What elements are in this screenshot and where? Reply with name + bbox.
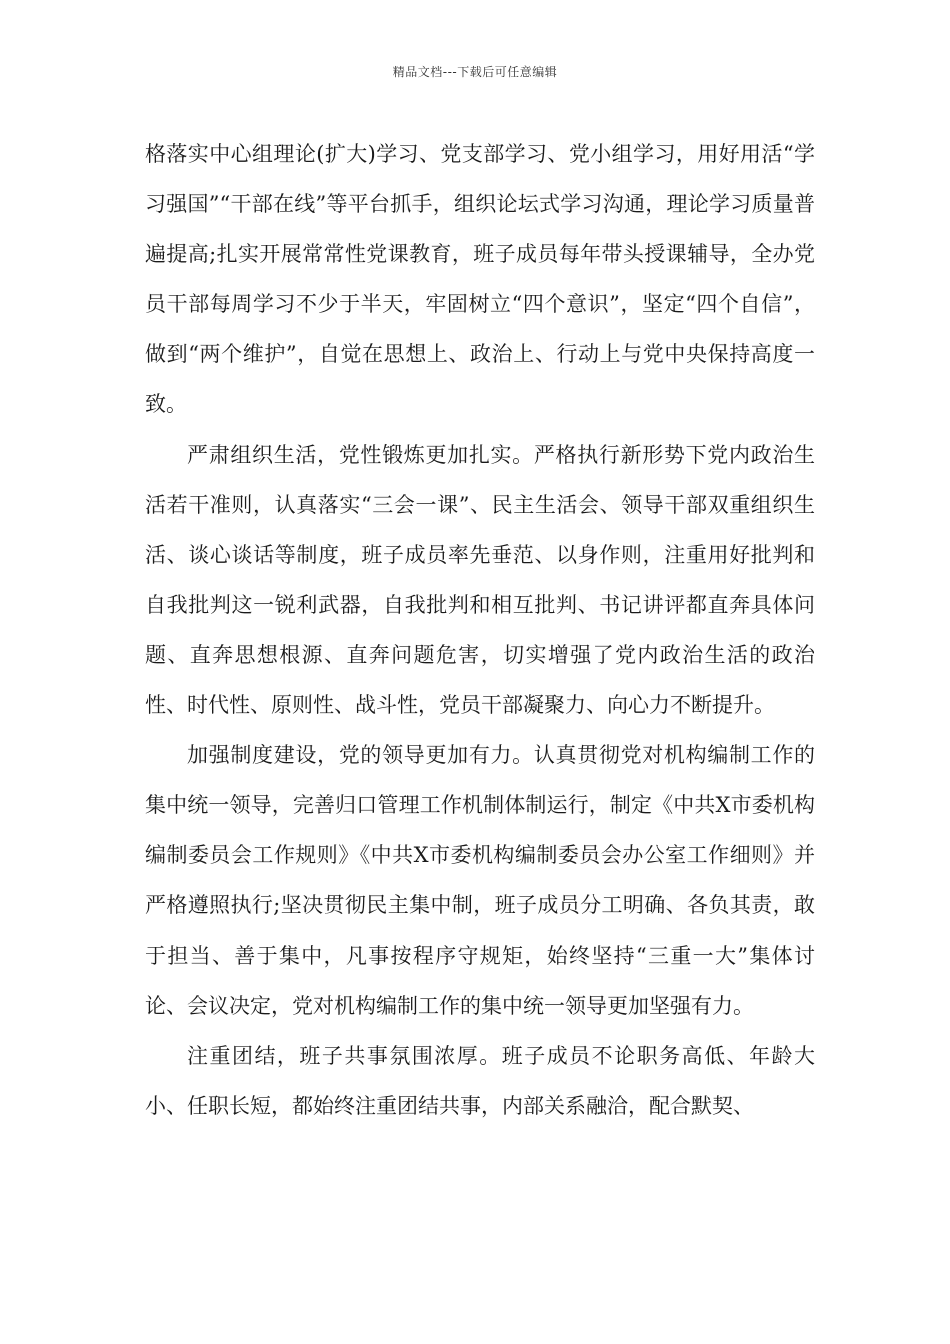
- paragraph-unity: 注重团结，班子共事氛围浓厚。班子成员不论职务高低、年龄大小、任职长短，都始终注重团结共事，内部关系融洽，配合默契、: [145, 1043, 815, 1118]
- page-header: 精品文档---下载后可任意编辑: [392, 65, 558, 79]
- paragraph-system-building: 加强制度建设，党的领导更加有力。认真贯彻党对机构编制工作的集中统一领导，完善归口管理工作机制体制运行，制定《中共X市委机构编制委员会工作规则》《中共X市委机构编制委员会办公室工作细则》并严格遵照执行;坚决贯彻民主集中制，班子成员分工明确、各负其责，敢于担当、善于集中，凡事按程序守规矩，始终坚持“三重一大”集体讨论、会议决定，党对机构编制工作的集中统一领导更加坚强有力。: [145, 743, 815, 1018]
- paragraph-continuation: 格落实中心组理论(扩大)学习、党支部学习、党小组学习，用好用活“学习强国”“干部在线”等平台抓手，组织论坛式学习沟通，理论学习质量普遍提高;扎实开展常常性党课教育，班子成员每年带头授课辅导，全办党员干部每周学习不少于半天，牢固树立“四个意识”，坚定“四个自信”，做到“两个维护”，自觉在思想上、政治上、行动上与党中央保持高度一致。: [145, 142, 815, 417]
- document-body: [145, 129, 815, 1131]
- paragraph-organization-life: 严肃组织生活，党性锻炼更加扎实。严格执行新形势下党内政治生活若干准则，认真落实“三会一课”、民主生活会、领导干部双重组织生活、谈心谈话等制度，班子成员率先垂范、以身作则，注重用好批判和自我批判这一锐利武器，自我批判和相互批判、书记讲评都直奔具体问题、直奔思想根源、直奔问题危害，切实增强了党内政治生活的政治性、时代性、原则性、战斗性，党员干部凝聚力、向心力不断提升。: [145, 442, 815, 718]
